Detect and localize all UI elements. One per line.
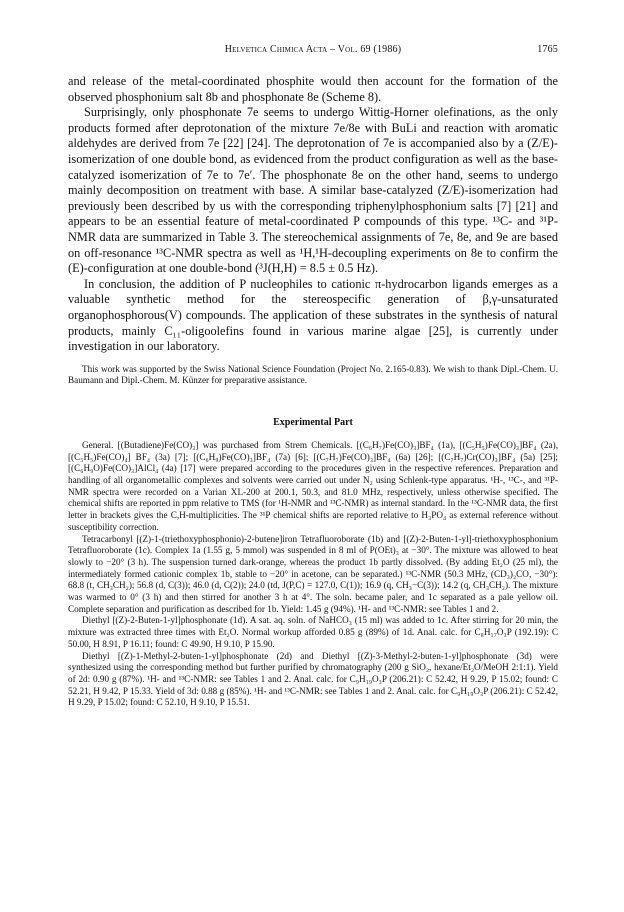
experimental-compound-2d-3d: Diethyl [(Z)-1-Methyl-2-buten-1-yl]phosphonate (2d) and Diethyl [(Z)-3-Methyl-2-buten-1-yl]phosphonate (3d) were synthesized using the corresponding method but further purified by chromatography (200 g SiO₂, hexane/Et₂O/MeOH 2:1:1). Yield of 2d: 0.90 g (87%). ¹H- and ¹³C-NMR: see Tables 1 and 2. Anal. calc. for C₉H₁₉O₃P (206.21): C 52.42, H 9.29, P 15.02; found: C 52.21, H 9.42, P 15.33. Yield of 3d: 0.88 g (85%). ¹H- and ¹³C-NMR: see Tables 1 and 2. Anal. calc. for C₉H₁₉O₃P (206.21): C 52.42, H 9.29, P 15.02; found: C 52.10, H 9.10, P 15.51. xyxy=(68,650,558,708)
experimental-general: General. [(Butadiene)Fe(CO)₃] was purchased from Strem Chemicals. [(C₆H₇)Fe(CO)₃]BF₄ (1a), [(C₅H₅)Fe(CO)₃]BF₄ (2a), [(C₅H₅)Fe(CO)₄] BF₄ (3a) [7]; [(C₆H₉)Fe(CO)₃]BF₄ (7a) [6]; [(C₇H₇)Fe(CO)₃]BF₄ (6a) [26]; [(C₇H₇)Cr(CO)₃]BF₄ (5a) [25]; [(C₆H₉O)Fe(CO)₃]AlCl₄ (4a) [17] were prepared according to the procedures given in the respective references. Preparation and handling of all organometallic complexes and solvents were carried out under N₂ using Schlenk-type apparatus. ¹H-, ¹³C-, and ³¹P-NMR spectra were recorded on a Varian XL-200 at 200.1, 50.3, and 81.0 MHz, respectively, unless otherwise specified. The chemical shifts are reported in ppm relative to TMS (for ¹H-NMR and ¹³C-NMR) as internal standard. In the ¹³C-NMR data, the first letter in brackets gives the C,H-multiplicities. The ³¹P chemical shifts are reported relative to H₃PO₄ as external reference without susceptibility correction. xyxy=(68,439,558,532)
acknowledgment-text: This work was supported by the Swiss National Science Foundation (Project No. 2.165-0.83). We wish to thank Dipl.-Chem. U. Baumann and Dipl.-Chem. M. Künzer for preparative assistance. xyxy=(68,363,558,386)
main-text xyxy=(68,74,558,355)
page-number: 1765 xyxy=(537,44,558,55)
journal-title: Helvetica Chimica Acta – Vol. 69 (1986) xyxy=(224,44,402,55)
experimental-section xyxy=(68,440,558,709)
journal-page xyxy=(68,44,558,709)
paragraph-conclusion: In conclusion, the addition of P nucleophiles to cationic π-hydrocarbon ligands emerges as a valuable synthetic method for the stereospecific generation of β,γ-unsaturated organophosphorous(V) compounds. The application of these substrates in the synthesis of natural products, mainly C₁₁-oligoolefins found in various marine algae [25], is currently under investigation in our laboratory. xyxy=(68,276,558,354)
experimental-compound-1d: Diethyl [(Z)-2-Buten-1-yl]phosphonate (1d). A sat. aq. soln. of NaHCO₃ (15 ml) was added to 1c. After stirring for 20 min, the mixture was extracted three times with Et₂O. Normal workup afforded 0.85 g (89%) of 1d. Anal. calc. for C₈H₁₇O₃P (192.19): C 50.00, H 8.91, P 16.11; found: C 49.90, H 9.10, P 15.90. xyxy=(68,615,558,649)
section-heading: Experimental Part xyxy=(273,416,353,428)
experimental-compound-1b-1c: Tetracarbonyl [(Z)-1-(triethoxyphosphonio)-2-butene]iron Tetrafluoroborate (1b) and [(Z)-2-Buten-1-yl]-triethoxyphosphonium Tetrafluoroborate (1c). Complex 1a (1.55 g, 5 mmol) was suspended in 8 ml of P(OEt)₃ at −30°. The mixture was allowed to heat slowly to −20° (3 h). The suspension turned dark-orange, whereas the product 1b partly dissolved. (By adding Et₂O (25 ml), the intermediately formed cationic complex 1b, stable to −20° in acetone, can be separated.) ¹³C-NMR (50.3 MHz, (CD₃)₂CO, −30°): 68.8 (t, CH₃CH₂); 56.8 (d, C(3)); 46.0 (d, C(2)); 24.0 (td, J(P,C) = 127.0, C(1)); 16.9 (q, CH₃−C(3)); 14.2 (q, CH₃CH₂). The mixture was warmed to 0° (3 h) and then stirred for another 3 h at 4°. The soln. became paler, and 1c separated as a pale yellow oil. Complete separation and purification as described for 1b. Yield: 1.45 g (94%). ¹H- and ¹³C-NMR: see Tables 1 and 2. xyxy=(68,533,558,614)
paragraph-continuation: and release of the metal-coordinated phosphite would then account for the formation of the observed phosphonium salt 8b and phosphonate 8e (Scheme 8). xyxy=(68,74,558,104)
running-header xyxy=(68,44,558,60)
paragraph-wittig-horner: Surprisingly, only phosphonate 7e seems to undergo Wittig-Horner olefinations, as the only products formed after deprotonation of the mixture 7e/8e with BuLi and reaction with aromatic aldehydes are derived from 7e [22] [24]. The deprotonation of 7e is accompanied also by a (Z/E)-isomerization of one double bond, as evidenced from the product configuration as well as the base-catalyzed isomerization of 7e to 7e′. The phosphonate 8e on the other hand, seems to undergo mainly decomposition on treatment with base. A similar base-catalyzed (Z/E)-isomerization had previously been described by us with the corresponding triphenylphosphonium salts [7] [21] and appears to be an essential feature of metal-coordinated P compounds of this type. ¹³C- and ³¹P-NMR data are summarized in Table 3. The stereochemical assignments of 7e, 8e, and 9e are based on off-resonance ¹³C-NMR spectra as well as ¹H,¹H-decoupling experiments on 8e to confirm the (E)-configuration at one double-bond (³J(H,H) = 8.5 ± 0.5 Hz). xyxy=(68,105,558,276)
acknowledgment xyxy=(68,364,558,387)
